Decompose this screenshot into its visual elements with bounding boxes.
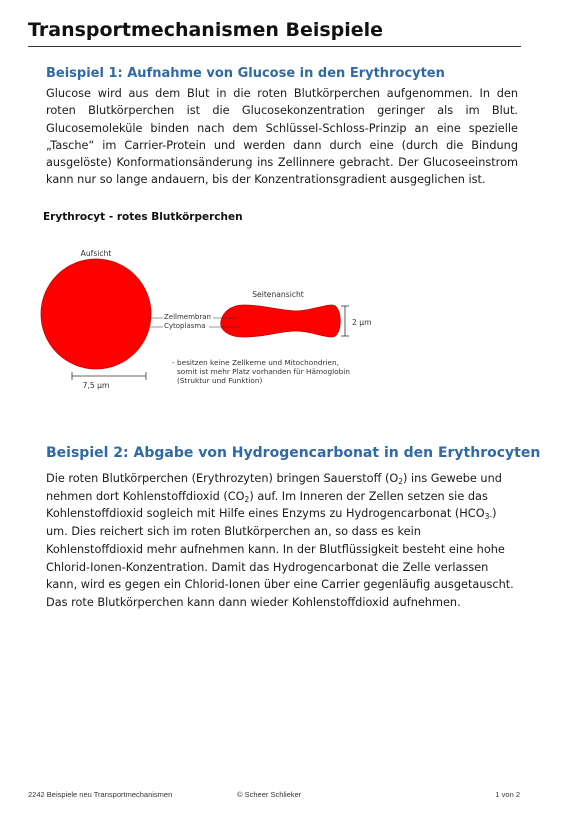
section2-line3-start: Kohlenstoffdioxid sogleich mit Hilfe eines Enzyms zu Hydrogencarbonat (HCO	[46, 507, 485, 521]
section2-heading: Beispiel 2: Abgabe von Hydrogencarbonat in den Erythrocyten	[46, 445, 541, 461]
diagram-note-line: somit ist mehr Platz vorhanden für Hämoglobin	[177, 367, 350, 376]
footer-page-number: 1 von 2	[495, 790, 520, 799]
section2-line: Das rote Blutkörperchen kann dann wieder Kohlenstoffdioxid aufnehmen.	[46, 595, 461, 609]
co2-subscript: 2	[244, 494, 250, 504]
hco3-charge: -	[489, 512, 493, 522]
section2-line2-start: nehmen dort Kohlenstoffdioxid (CO	[46, 489, 245, 503]
diagram-note-line: (Struktur und Funktion)	[177, 376, 263, 385]
footer-copyright: © Scheer Schlieker	[237, 790, 302, 799]
top-view-label: Aufsicht	[80, 249, 112, 258]
section2-line	[46, 470, 518, 488]
section2-line2-end: ) auf. Im Inneren der Zellen setzen sie das	[249, 489, 488, 503]
hco3-subscript-digit: 3	[484, 512, 490, 522]
section2-line: kann, wird es gegen ein Chlorid-Ionen über eine Carrier gegenläufig ausgetauscht.	[46, 578, 514, 592]
erythrocyte-top-view	[41, 259, 151, 369]
side-view-label: Seitenansicht	[252, 290, 304, 299]
footer-document-name: 2242 Beispiele neu Transportmechanismen	[28, 790, 173, 799]
oxygen-subscript: 2	[398, 477, 404, 486]
membrane-label: Zellmembran	[164, 313, 211, 321]
section2-line	[46, 505, 518, 523]
section1-heading: Beispiel 1: Aufnahme von Glucose in den Erythrocyten	[46, 66, 445, 81]
diagram-note-line: - besitzen keine Zellkerne und Mitochondrien,	[172, 358, 339, 367]
section1-line: kann nur so lange andauern, bis der Konzentrationsgradient ausgeglichen ist.	[46, 173, 486, 187]
section2-line: Kohlenstoffdioxid mehr aufnehmen kann. In der Blutflüssigkeit besteht eine hohe	[46, 542, 505, 556]
section2-line1-start: Die roten Blutkörperchen (Erythrozyten) bringen Sauerstoff (O	[46, 472, 399, 485]
section1-line: Glucosemoleküle binden nach dem Schlüssel-Schloss-Prinzip an eine spezielle	[46, 121, 518, 135]
section1-line: „Tasche“ im Carrier-Protein und werden dann durch eine (durch die Bindung	[46, 138, 518, 152]
section1-line: ausgelöste) Konformationsänderung ins Zellinnere gebracht. Der Glucoseeinstrom	[46, 156, 518, 170]
section1-line: roten Blutkörperchen ist die Glucosekonzentration geringer als im Blut.	[46, 104, 518, 118]
height-label: 2 μm	[352, 318, 372, 327]
section2-paragraph	[46, 470, 518, 612]
section2-line	[46, 488, 518, 506]
diameter-label: 7,5 μm	[82, 381, 110, 390]
hco3-subscript	[485, 512, 493, 521]
cytoplasm-label: Cytoplasma	[164, 322, 206, 330]
section2-line: um. Dies reichert sich im roten Blutkörperchen an, so dass es kein	[46, 525, 421, 539]
section1-line: Glucose wird aus dem Blut in die roten Blutkörperchen aufgenommen. In den	[46, 87, 518, 100]
section2-line3-end: )	[492, 507, 497, 521]
section2-line: Chlorid-Ionen-Konzentration. Damit das Hydrogencarbonat die Zelle verlassen	[46, 560, 489, 574]
diagram-title: Erythrocyt - rotes Blutkörperchen	[43, 211, 243, 223]
page-title: Transportmechanismen Beispiele	[28, 19, 384, 41]
section2-line1-end: ) ins Gewebe und	[403, 472, 502, 485]
